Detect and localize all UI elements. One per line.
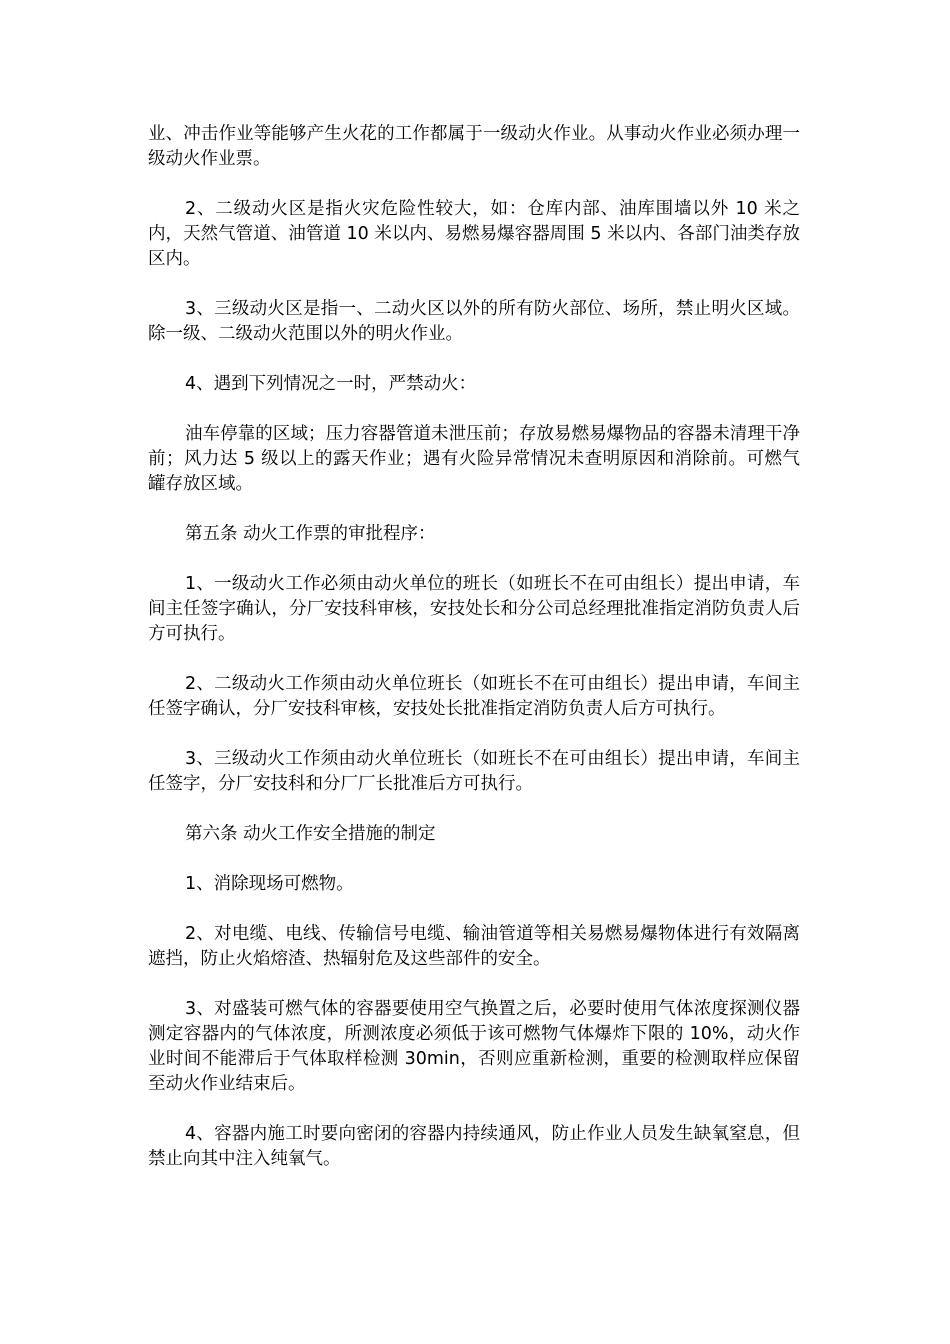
- paragraph-level-3-fire-zone: 3、三级动火区是指一、二动火区以外的所有防火部位、场所，禁止明火区域。除一级、二级动火范围以外的明火作业。: [148, 299, 800, 344]
- paragraph-level-2-approval: 2、二级动火工作须由动火单位班长（如班长不在可由组长）提出申请，车间主任签字确认，分厂安技科审核，安技处长批准指定消防负责人后方可执行。: [148, 674, 800, 719]
- paragraph-level-1-approval: 1、一级动火工作必须由动火单位的班长（如班长不在可由组长）提出申请，车间主任签字确认，分厂安技科审核，安技处长和分公司总经理批准指定消防负责人后方可执行。: [148, 574, 800, 644]
- paragraph-measure-1: 1、消除现场可燃物。: [185, 874, 354, 894]
- document-body: [148, 122, 800, 1197]
- paragraph-measure-4: 4、容器内施工时要向密闭的容器内持续通风，防止作业人员发生缺氧窒息，但禁止向其中注入纯氧气。: [148, 1124, 800, 1169]
- paragraph-level-3-approval: 3、三级动火工作须由动火单位班长（如班长不在可由组长）提出申请，车间主任签字，分厂安技科和分厂厂长批准后方可执行。: [148, 749, 800, 794]
- paragraph-prohibited-list: 油车停靠的区域；压力容器管道未泄压前；存放易燃易爆物品的容器未清理干净前；风力达 5 级以上的露天作业；遇有火险异常情况未查明原因和消除前。可燃气罐存放区域。: [148, 424, 800, 494]
- article-5-heading: 第五条 动火工作票的审批程序：: [185, 524, 436, 544]
- paragraph-continuation: 业、冲击作业等能够产生火花的工作都属于一级动火作业。从事动火作业必须办理一级动火作业票。: [148, 124, 800, 169]
- paragraph-measure-3: 3、对盛装可燃气体的容器要使用空气换置之后，必要时使用气体浓度探测仪器测定容器内的气体浓度，所测浓度必须低于该可燃物气体爆炸下限的 10%，动火作业时间不能滞后于气体取样检测 30min，否则应重新检测，重要的检测取样应保留至动火作业结束后。: [148, 999, 800, 1094]
- paragraph-measure-2: 2、对电缆、电线、传输信号电缆、输油管道等相关易燃易爆物体进行有效隔离遮挡，防止火焰熔渣、热辐射危及这些部件的安全。: [148, 924, 800, 969]
- paragraph-level-2-fire-zone: 2、二级动火区是指火灾危险性较大，如：仓库内部、油库围墙以外 10 米之内，天然气管道、油管道 10 米以内、易燃易爆容器周围 5 米以内、各部门油类存放区内。: [148, 199, 800, 269]
- article-6-heading: 第六条 动火工作安全措施的制定: [185, 824, 436, 844]
- paragraph-prohibited-intro: 4、遇到下列情况之一时，严禁动火：: [185, 374, 477, 394]
